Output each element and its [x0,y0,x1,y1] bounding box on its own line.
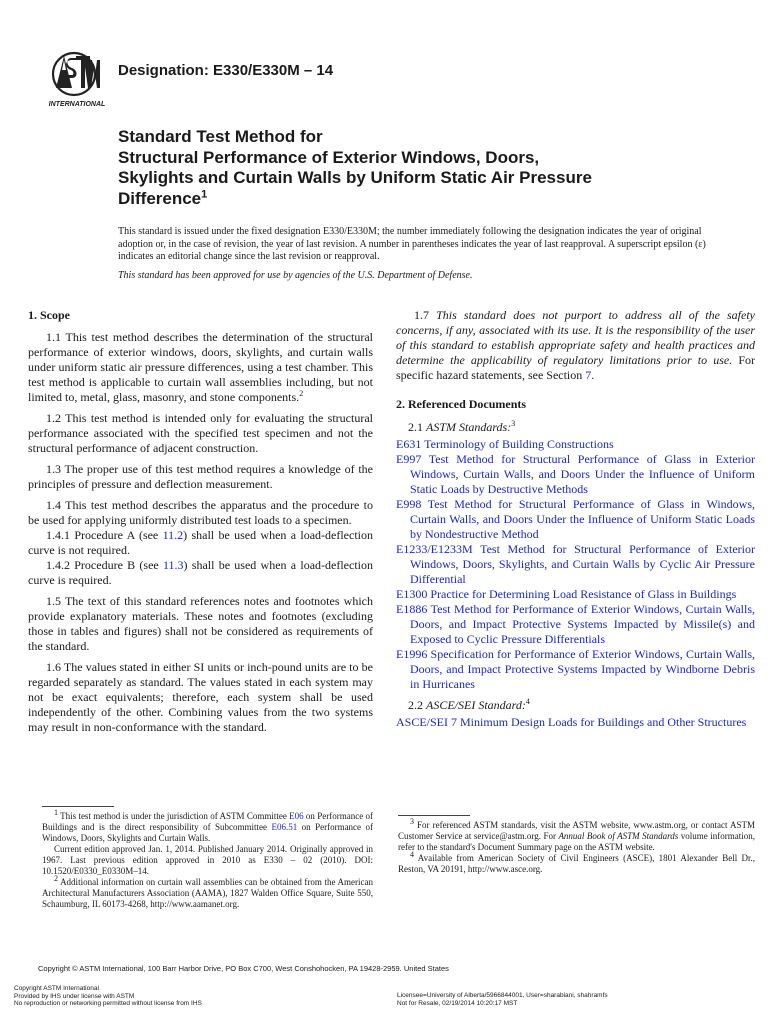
ref-code-link[interactable]: E1300 [396,587,428,601]
reference-item [396,497,755,542]
para-1-4-1-tail: ) shall be used when a load-deflection curve is not required. [28,528,374,557]
reference-item [396,437,755,452]
license-left-1: Copyright ASTM International [14,985,99,992]
approval-note: This standard has been approved for use by agencies of the U.S. Department of Defense. [118,270,473,281]
footnote-marker-2: 2 [299,389,304,398]
ref-title[interactable]: Minimum Design Loads for Buildings and Other Structures [457,715,747,729]
para-1-5: 1.5 The text of this standard references notes and footnotes which provide explanatory materials. These notes and footnotes (excluding those in tables and figures) shall not be considered as requirements of the standard. [28,594,373,653]
reference-item [396,647,755,692]
license-left-2: Provided by IHS under license with ASTM [14,992,135,1000]
link-section-7[interactable]: 7 [585,368,592,382]
left-column [28,308,373,741]
footnote-3: $^3$ For referenced ASTM standards, visit the ASTM website, www.astm.org, or contact ASTM Customer Service at service@astm.org. For Annual Book of ASTM Standards volume information, refer to the standard's Document Summary page on the ASTM website. [398,817,756,852]
logo-text: INTERNATIONAL [48,101,106,108]
footnote-3-italic: Annual Book of ASTM Standards [558,831,679,841]
footnote-1-text-c: on Performance of Windows, Doors, Skylights and Curtain Walls. [42,822,373,843]
section-heading-scope: 1. Scope [28,308,70,322]
para-1-7-number: 1.7 [414,308,437,322]
footnote-1-text: This test method is under the jurisdiction of ASTM Committee [60,811,290,821]
title-line-3: Skylights and Curtain Walls by Uniform Static Air Pressure [118,168,592,187]
astm-label-text: ASTM Standards: [426,420,512,434]
para-1-7-end: . [591,368,595,382]
para-1-7-italic: This standard does not purport to address all of the safety concerns, if any, associated with its use. It is the responsibility of the user of this standard to establish appropriate safety and health practices and determine the applicability of regulatory limitations prior to use. [396,308,755,367]
footnote-1-edition: Current edition approved Jan. 1, 2014. Published January 2014. Originally approved in 1967. Last previous edition approved in 2010 as E330 – 02 (2010). DOI: 10.1520/E0330_E0330M–14. [42,844,373,876]
reference-list [396,437,755,692]
link-11-2[interactable]: 11.2 [162,528,184,542]
right-column [396,308,755,730]
asce-label-number: 2.2 [408,698,426,712]
astm-logo-icon [42,48,112,110]
license-footer-right [397,992,608,1007]
para-1-1 [28,330,373,405]
footnotes-left [42,806,373,910]
ref-code-link[interactable]: ASCE/SEI 7 [396,715,458,729]
para-1-4-2-text: 1.4.2 Procedure B (see [46,558,163,572]
license-right-2: Not for Resale, 02/19/2014 10:20:17 MST [397,999,518,1007]
footnote-4-text: Available from American Society of Civil Engineers (ASCE), 1801 Alexander Bell Dr., Reston, VA 20191, http://www.asce.org. [398,853,755,874]
title-word: Difference [118,188,202,208]
reference-item [396,602,755,647]
link-e06-51[interactable]: E06.51 [271,822,298,832]
para-1-1-text: 1.1 This test method describes the determination of the structural performance of exterior windows, doors, skylights, and curtain walls under uniform static air pressure differences, using a test chamber. This test method is applicable to curtain wall assemblies including, but not limited to, metal, glass, masonry, and stone components. [28,330,373,404]
ref-code-link[interactable]: E631 [396,437,422,451]
reference-item [396,452,755,497]
ref-title[interactable]: Test Method for Performance of Exterior Windows, Curtain Walls, Doors, and Impact Protective Systems Impacted by Missile(s) and Exposed to Cyclic Pressure Differentials [410,602,755,646]
astm-standards-label [408,420,755,435]
link-e06[interactable]: E06 [289,811,304,821]
ref-code-link[interactable]: E1886 [396,602,428,616]
document-title [118,127,738,209]
footnote-2: $^2$ Additional information on curtain wall assemblies can be obtained from the American Architectural Manufacturers Association (AAMA), 1827 Walden Office Square, Suite 550, Schaumburg, IL 60173-4268, http://www.aamanet.org. [42,874,373,909]
ref-code-link[interactable]: E997 [396,452,422,466]
footnote-marker-3: 3 [511,419,516,428]
para-1-3: 1.3 The proper use of this test method requires a knowledge of the principles of pressure and deflection measurement. [28,462,373,491]
footnote-1-text-b: on Performance of Buildings and is the direct responsibility of Subcommittee [42,811,373,832]
para-1-2: 1.2 This test method is intended only for evaluating the structural performance associated with the specified test specimen and not the structural performance of adjacent construction. [28,411,373,455]
license-left-3: No reproduction or networking permitted without license from IHS [14,1000,202,1008]
footnote-marker-4: 4 [525,697,530,706]
para-1-4-1-text: 1.4.1 Procedure A (see [46,528,163,542]
footnote-rule [398,815,470,816]
license-right-1: Licensee=University of Alberta/5966844001, User=sharabiani, shahramfs [397,992,608,999]
para-1-6: 1.6 The values stated in either SI units or inch-pound units are to be regarded separately as standard. The values stated in each system may not be exact equivalents; therefore, each system shall be used independently of the other. Combining values from the two systems may result in non-conformance with the standard. [28,660,373,734]
astm-label-number: 2.1 [408,420,426,434]
ref-title[interactable]: Test Method for Structural Performance of Glass in Exterior Windows, Curtain Walls, and Doors Under the Influence of Uniform Static Loads by Destructive Methods [410,452,755,496]
title-line-2: Structural Performance of Exterior Windows, Doors, [118,147,540,167]
footnote-4: $^4$ Available from American Society of Civil Engineers (ASCE), 1801 Alexander Bell Dr., Reston, VA 20191, http://www.asce.org. [398,850,755,874]
link-11-3[interactable]: 11.3 [162,558,184,572]
ref-title[interactable]: Terminology of Building Constructions [421,437,614,451]
footnote-1: $^1$ This test method is under the jurisdiction of ASTM Committee E06 on Performance of Buildings and is the direct responsibility of Subcommittee E06.51 on Performance of Windows, Doors, Skylights and Curtain Walls. [42,808,373,843]
ref-code-link[interactable]: E1233/E1233M [396,542,473,556]
title-line-1: Standard Test Method for [118,127,323,146]
para-1-4: 1.4 This test method describes the apparatus and the procedure to be used for applying uniformly distributed test loads to a specimen. [28,498,373,527]
footnotes-right [398,815,755,875]
reference-item [396,587,755,602]
copyright-line: Copyright © ASTM International, 100 Barr Harbor Drive, PO Box C700, West Conshohocken, PA 19428-2959. United States [38,964,449,973]
footnote-2-text: Additional information on curtain wall assemblies can be obtained from the American Architectural Manufacturers Association (AAMA), 1827 Walden Office Square, Suite 550, Schaumburg, IL 60173-4268, http://www.aamanet.org. [42,877,373,909]
footnote-3-text: For referenced ASTM standards, visit the ASTM website, www.astm.org, or contact ASTM Customer Service at service@astm.org. For [398,820,756,841]
asce-standard-label [408,698,755,713]
license-footer-left [14,985,202,1008]
footnote-3-tail: volume information, refer to the standard's Document Summary page on the ASTM website. [398,831,755,852]
para-1-7 [396,308,755,383]
ref-title[interactable]: Practice for Determining Load Resistance of Glass in Buildings [427,587,737,601]
reference-item-asce [396,715,755,730]
para-1-4-1 [28,528,373,558]
title-line-4 [118,189,738,210]
footnote-rule [42,806,114,807]
ref-code-link[interactable]: E1996 [396,647,428,661]
section-heading-referenced-documents: 2. Referenced Documents [396,397,527,411]
designation: Designation: E330/E330M – 14 [118,62,334,79]
reference-item [396,542,755,587]
title-footnote-marker: 1 [201,187,208,200]
ref-title[interactable]: Specification for Performance of Exterior Windows, Curtain Walls, Doors, and Impact Protective Systems Impacted by Windborne Debris in Hurricanes [410,647,755,691]
para-1-4-2 [28,558,373,588]
ref-title[interactable]: Test Method for Structural Performance of Exterior Windows, Doors, Skylights, and Curtain Walls by Cyclic Air Pressure Differential [410,542,755,586]
ref-title[interactable]: Test Method for Structural Performance of Glass in Windows, Curtain Walls, and Doors Under the Influence of Uniform Static Loads by Nondestructive Method [410,497,755,541]
ref-code-link[interactable]: E998 [396,497,422,511]
issuance-note: This standard is issued under the fixed designation E330/E330M; the number immediately following the designation indicates the year of original adoption or, in the case of revision, the year of last revision. A number in parentheses indicates the year of last reapproval. A superscript epsilon (ε) indicates an editorial change since the last revision or reapproval. [118,226,706,263]
para-1-4-2-tail: ) shall be used when a load-deflection curve is required. [28,558,373,587]
para-1-7-tail: For specific hazard statements, see Section [396,353,755,382]
asce-label-text: ASCE/SEI Standard: [426,698,526,712]
